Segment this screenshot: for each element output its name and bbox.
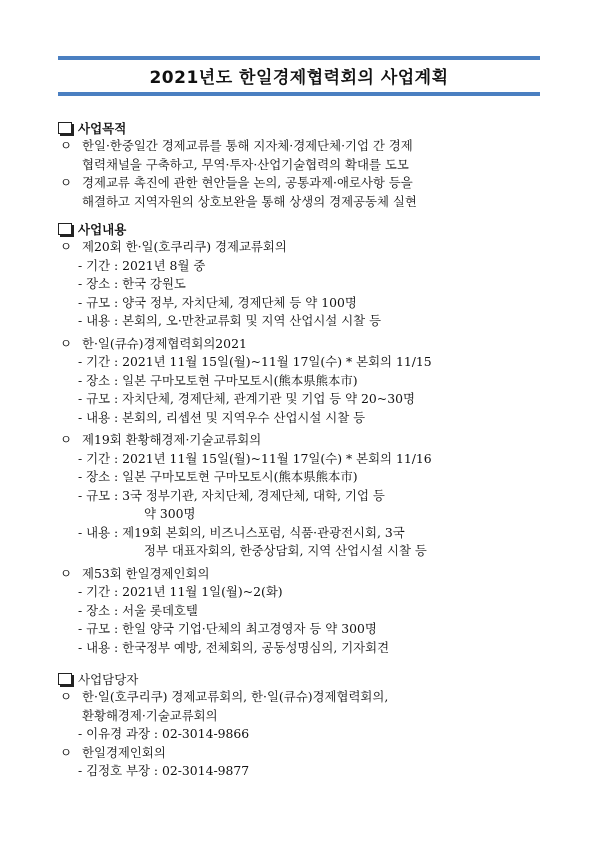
event-detail: - 장소 : 일본 구마모토현 구마모토시(熊本県熊本市) xyxy=(78,372,358,388)
event-detail-continuation: 약 300명 xyxy=(144,506,196,521)
document-body xyxy=(58,118,544,781)
event-heading: ㅇ 제53회 한일경제인회의 xyxy=(60,565,210,581)
title-bottom-rule xyxy=(58,92,540,96)
contact-heading: ㅇ 한일경제인회의 xyxy=(60,744,166,760)
event-detail: - 내용 : 제19회 본회의, 비즈니스포럼, 식품·관광전시회, 3국 xyxy=(78,524,405,540)
event-detail: - 규모 : 자치단체, 경제단체, 관계기관 및 기업 등 약 20~30명 xyxy=(78,391,415,406)
event-detail: - 기간 : 2021년 11월 15일(월)~11월 17일(수) * 본회의 11/16 xyxy=(78,450,432,466)
event-heading: ㅇ 제19회 환황해경제·기술교류회의 xyxy=(60,432,262,447)
list-item: ㅇ 경제교류 촉진에 관한 현안들을 논의, 공통과제·애로사항 등을 xyxy=(60,175,413,190)
event-detail: - 장소 : 일본 구마모토현 구마모토시(熊本県熊本市) xyxy=(78,469,358,484)
event-heading: ㅇ 한·일(큐슈)경제협력회의2021 xyxy=(60,335,247,351)
title-top-rule xyxy=(58,56,540,60)
checkbox-square-icon xyxy=(58,673,72,685)
contact-detail: - 이유경 과장 : 02-3014-9866 xyxy=(78,726,250,741)
event-detail: - 내용 : 한국정부 예방, 전체회의, 공동성명심의, 기자회견 xyxy=(78,639,390,655)
event-detail: - 장소 : 한국 강원도 xyxy=(78,276,186,291)
contact-heading-continuation: 환황해경제·기술교류회의 xyxy=(82,707,218,723)
checkbox-square-icon xyxy=(58,122,72,134)
event-detail-continuation: 정부 대표자회의, 한중상담회, 지역 산업시설 시찰 등 xyxy=(144,543,427,558)
contact-detail: - 김정호 부장 : 02-3014-9877 xyxy=(78,763,250,778)
list-item-continuation: 협력채널을 구축하고, 무역·투자·산업기술협력의 확대를 도모 xyxy=(82,156,409,172)
contact-heading: ㅇ 한·일(호쿠리쿠) 경제교류회의, 한·일(큐슈)경제협력회의, xyxy=(60,689,389,704)
event-detail: - 장소 : 서울 롯데호텔 xyxy=(78,602,198,618)
list-item-continuation: 해결하고 지역자원의 상호보완을 통해 상생의 경제공동체 실현 xyxy=(82,193,417,209)
page-title: 2021년도 한일경제협력회의 사업계획 xyxy=(149,68,449,88)
section-content-heading: 사업내용 xyxy=(58,219,544,238)
list-item: ㅇ 한일·한중일간 경제교류를 통해 지자체·경제단체·기업 간 경제 xyxy=(60,138,413,153)
event-heading: ㅇ 제20회 한·일(호쿠리쿠) 경제교류회의 xyxy=(60,239,287,254)
event-detail: - 규모 : 3국 정부기관, 자치단체, 경제단체, 대학, 기업 등 xyxy=(78,487,385,503)
event-detail: - 기간 : 2021년 8월 중 xyxy=(78,257,206,273)
event-detail: - 기간 : 2021년 11월 15일(월)~11월 17일(수) * 본회의 11/15 xyxy=(78,354,432,369)
event-detail: - 내용 : 본회의, 리셉션 및 지역우수 산업시설 시찰 등 xyxy=(78,409,366,425)
event-detail: - 내용 : 본회의, 오·만찬교류회 및 지역 산업시설 시찰 등 xyxy=(78,313,382,328)
event-detail: - 규모 : 양국 정부, 자치단체, 경제단체 등 약 100명 xyxy=(78,294,357,310)
event-detail: - 기간 : 2021년 11월 1일(월)~2(화) xyxy=(78,584,283,599)
section-contact-heading: 사업담당자 xyxy=(58,669,544,688)
section-purpose-heading: 사업목적 xyxy=(58,118,544,137)
event-detail: - 규모 : 한일 양국 기업·단체의 최고경영자 등 약 300명 xyxy=(78,621,377,636)
checkbox-square-icon xyxy=(58,223,72,235)
